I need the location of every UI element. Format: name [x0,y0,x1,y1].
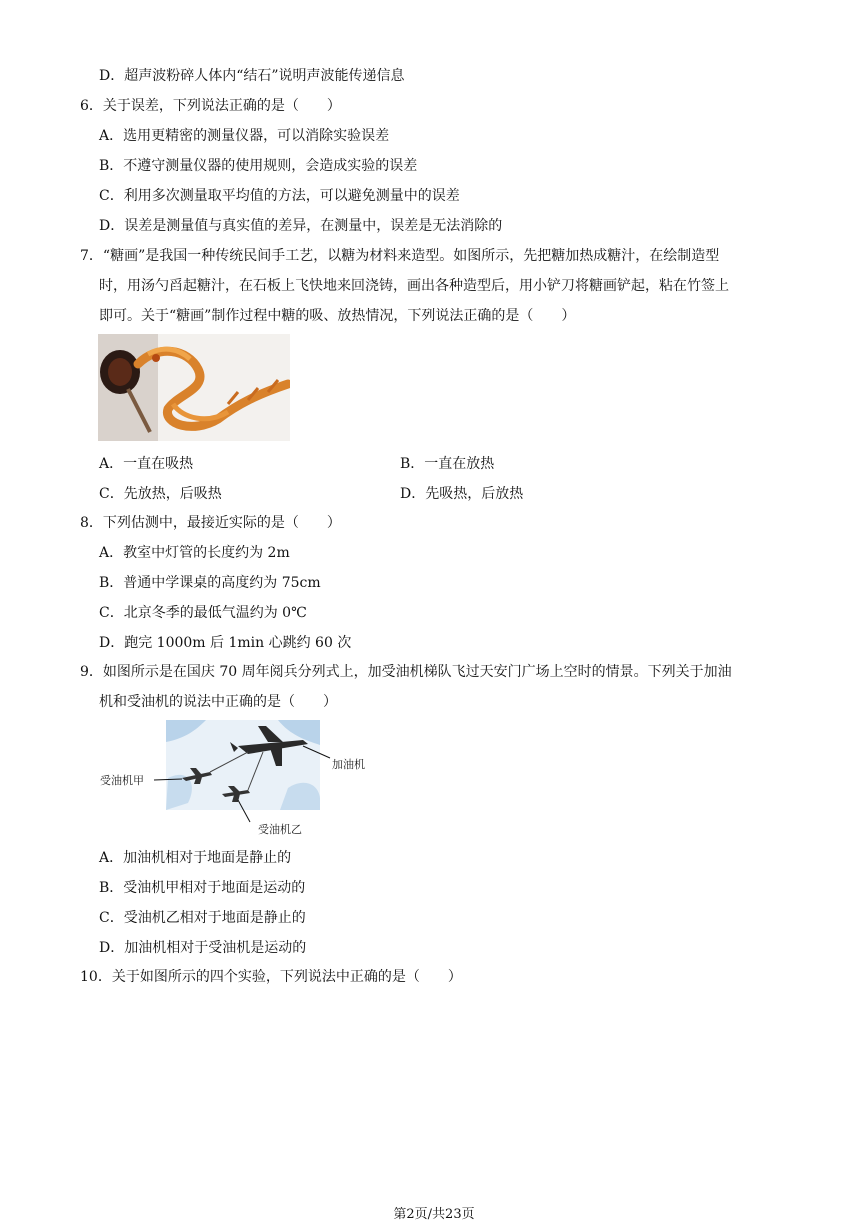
q5-option-d: D．超声波粉碎人体内“结石”说明声波能传递信息 [99,68,405,84]
q6-option-d: D．误差是测量值与真实值的差异，在测量中，误差是无法消除的 [99,218,503,234]
q8-option-d: D．跑完 1000m 后 1min 心跳约 60 次 [99,635,352,651]
q7-option-d: D．先吸热，后放热 [400,486,524,502]
q9-option-d: D．加油机相对于受油机是运动的 [99,940,307,956]
q8-option-b: B．普通中学课桌的高度约为 75cm [99,575,321,591]
q6-stem: 6．关于误差，下列说法正确的是（ ） [80,98,341,114]
q9-option-a: A．加油机相对于地面是静止的 [99,850,292,866]
q10-stem: 10．关于如图所示的四个实验，下列说法中正确的是（ ） [80,969,462,985]
q9-option-b: B．受油机甲相对于地面是运动的 [99,880,306,896]
q7-option-c: C．先放热，后吸热 [99,486,222,502]
q6-option-b: B．不遵守测量仪器的使用规则，会造成实验的误差 [99,158,418,174]
q7-stem-line-1: 7．“糖画”是我国一种传统民间手工艺，以糖为材料来造型。如图所示，先把糖加热成糖汁，在绘制造型 [80,248,720,264]
q7-stem-line-3: 即可。关于“糖画”制作过程中糖的吸、放热情况，下列说法正确的是（ ） [99,308,576,324]
q7-option-b: B．一直在放热 [400,456,495,472]
page-footer: 第2页/共23页 [393,1207,475,1222]
q9-stem-line-2: 机和受油机的说法中正确的是（ ） [99,694,337,710]
q7-stem-line-2: 时，用汤勺舀起糖汁，在石板上飞快地来回浇铸，画出各种造型后，用小铲刀将糖画铲起，粘在竹签上 [99,278,729,294]
sugar-painting-photo [98,334,290,441]
q8-option-a: A．教室中灯管的长度约为 2m [99,545,290,561]
q8-option-c: C．北京冬季的最低气温约为 0℃ [99,605,307,621]
q9-stem-line-1: 9．如图所示是在国庆 70 周年阅兵分列式上，加受油机梯队飞过天安门广场上空时的情景。下列关于加油 [80,664,732,680]
tanker-label: 加油机 [332,758,365,771]
q6-option-c: C．利用多次测量取平均值的方法，可以避免测量中的误差 [99,188,460,204]
receiver-a-label: 受油机甲 [100,774,144,787]
q7-option-a: A．一直在吸热 [99,456,194,472]
refueling-aircraft-figure [98,718,378,840]
q9-option-c: C．受油机乙相对于地面是静止的 [99,910,306,926]
q6-option-a: A．选用更精密的测量仪器，可以消除实验误差 [99,128,390,144]
receiver-b-label: 受油机乙 [258,823,302,836]
q8-stem: 8．下列估测中，最接近实际的是（ ） [80,515,341,531]
